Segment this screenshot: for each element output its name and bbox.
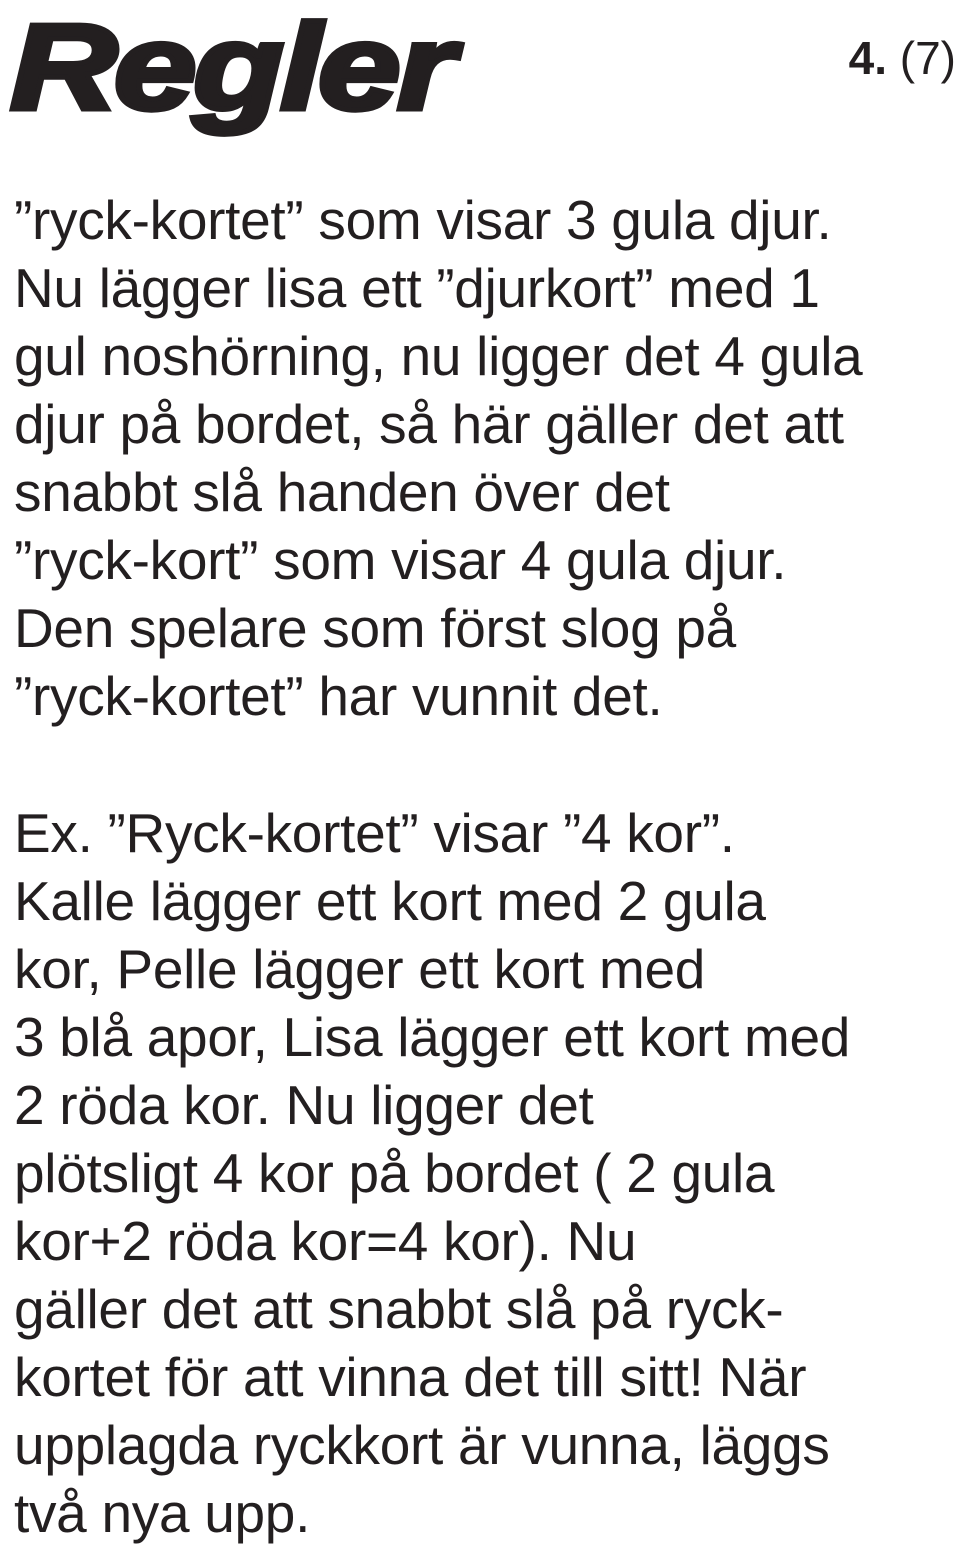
text-line: kor+2 röda kor=4 kor). Nu [14,1210,637,1272]
text-line: två nya upp. [14,1482,311,1544]
page-number [849,28,956,88]
paragraph-2 [14,799,960,1547]
text-line: plötsligt 4 kor på bordet ( 2 gula [14,1142,775,1204]
text-line: gäller det att snabbt slå på ryck- [14,1278,784,1340]
text-line: upplagda ryckkort är vunna, läggs [14,1414,830,1476]
text-line: Ex. ”Ryck-kortet” visar ”4 kor”. [14,802,735,864]
text-line: djur på bordet, så här gäller det att [14,393,844,455]
text-line: kor, Pelle lägger ett kort med [14,938,706,1000]
text-line: ”ryck-kortet” som visar 3 gula djur. [14,189,832,251]
regler-logo: Regler [10,0,452,135]
text-line: Nu lägger lisa ett ”djurkort” med 1 [14,257,820,319]
page-number-total: (7) [899,32,956,84]
text-line: ”ryck-kortet” har vunnit det. [14,665,663,727]
rules-text [14,186,960,1547]
page-number-current: 4. [848,32,887,84]
paragraph-spacer [14,730,960,799]
text-line: 2 röda kor. Nu ligger det [14,1074,594,1136]
text-line: ”ryck-kort” som visar 4 gula djur. [14,529,787,591]
paragraph-1 [14,186,960,730]
text-line: Kalle lägger ett kort med 2 gula [14,870,766,932]
text-line: Den spelare som först slog på [14,597,736,659]
text-line: gul noshörning, nu ligger det 4 gula [14,325,863,387]
text-line: 3 blå apor, Lisa lägger ett kort med [14,1006,851,1068]
page-header [0,0,960,135]
text-line: snabbt slå handen över det [14,461,670,523]
text-line: kortet för att vinna det till sitt! När [14,1346,807,1408]
